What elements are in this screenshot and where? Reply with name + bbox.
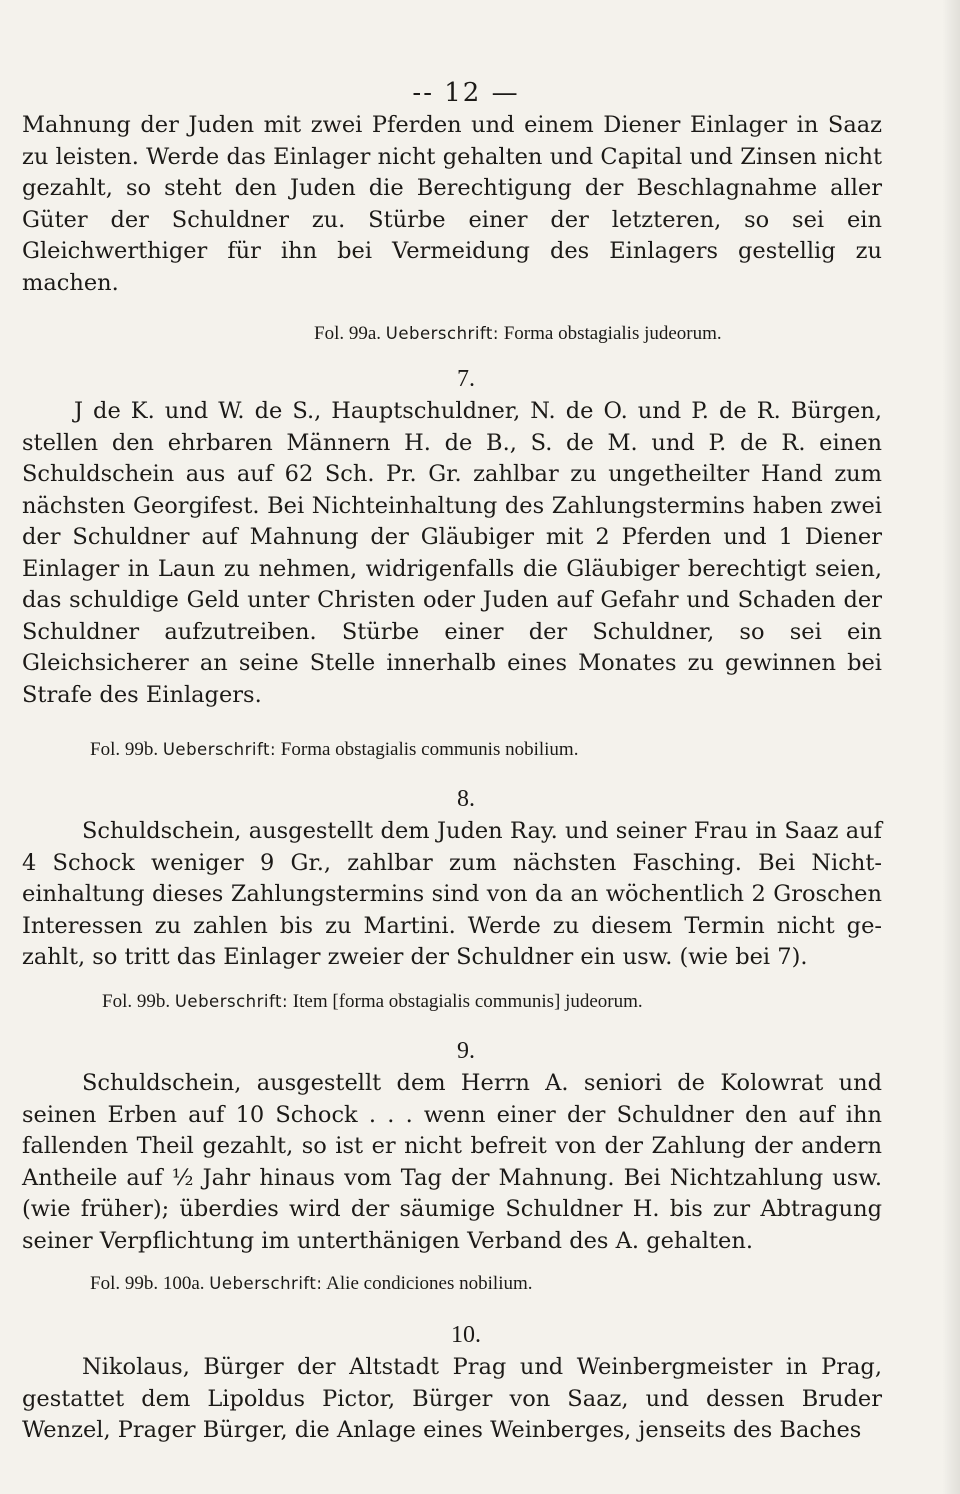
paragraph-7 (22, 396, 882, 711)
document-page (22, 0, 910, 1494)
folio-title: Forma obstagialis judeorum. (503, 323, 722, 344)
folio-ref: Fol. 99b. (90, 739, 159, 760)
folio-ref: Fol. 99b. 100a. (90, 1273, 205, 1294)
entry-number-9: 9. (457, 1038, 475, 1064)
folio-label: Ueberschrift: (385, 324, 499, 343)
page-number: -- 12 — (412, 78, 520, 108)
folio-title: Forma obstagialis communis nobilium. (280, 739, 579, 760)
page-edge-shadow (942, 0, 960, 1494)
folio-label: Ueberschrift: (174, 992, 289, 1011)
folio-note-6 (314, 322, 722, 346)
folio-label: Ueberschrift: (209, 1274, 323, 1293)
paragraph-text: J de K. und W. de S., Hauptschuldner, N. de O. und P. de R. Bürgen, stellen den ehrbaren Männern H. de B., S. de M. und P. de R. einen Schuldschein aus auf 62 Sch. Pr. Gr. zahlbar zu ungetheilter Hand zum nächsten Georgifest. Bei Nichteinhaltung des Zahlungstermins haben zwei der Schuldner auf Mahnung der Gläubiger mit 2 Pferden und 1 Diener Einlager in Laun zu nehmen, widrigenfalls die Gläubiger berechtigt seien, das schuldige Geld unter Christen oder Juden auf Gefahr und Schaden der Schuldner aufzutreiben. Stürbe einer der Schuldner, so sei ein Gleichsicherer an seine Stelle innerhalb eines Monates zu gewinnen bei Strafe des Einlagers. (22, 398, 882, 708)
folio-title: Alie condiciones nobilium. (326, 1273, 533, 1294)
paragraph-6-continuation (22, 110, 882, 299)
folio-ref: Fol. 99a. (314, 323, 382, 344)
paragraph-text: Schuldschein, ausgestellt dem Herrn A. seniori de Kolowrat und seinen Erben auf 10 Schock . . . wenn einer der Schuldner den auf ihn fallenden Theil gezahlt, so ist er nicht befreit von der Zahlung der andern Antheile auf ½ Jahr hinaus vom Tag der Mahnung. Bei Nichtzahlung usw. (wie früher); überdies wird der säumige Schuldner H. bis zur Abtragung seiner Verpflichtung im unterthänigen Verband des A. gehalten. (22, 1070, 882, 1254)
paragraph-text: Schuldschein, ausgestellt dem Juden Ray. und seiner Frau in Saaz auf 4 Schock weniger 9 Gr., zahlbar zum nächsten Fasching. Bei Nichteinhaltung dieses Zahlungstermins sind von da an wöchentlich 2 Groschen Interessen zu zahlen bis zu Martini. Werde zu diesem Termin nicht gezahlt, so tritt das Einlager zweier der Schuldner ein usw. (wie bei 7). (22, 818, 882, 970)
paragraph-text: Mahnung der Juden mit zwei Pferden und einem Diener Einlager in Saaz zu leisten. Werde das Einlager nicht gehalten und Capital und Zinsen nicht gezahlt, so steht den Juden die Berechtigung der Beschlagnahme aller Güter der Schuldner zu. Stürbe einer der letzteren, so sei ein Gleichwerthiger für ihn bei Vermeidung des Einlagers gestellig zu machen. (22, 112, 882, 296)
folio-note-7 (90, 738, 578, 762)
folio-title: Item [forma obstagialis communis] judeorum. (292, 991, 643, 1012)
paragraph-8 (22, 816, 882, 974)
entry-number-7: 7. (457, 366, 475, 392)
paragraph-10 (22, 1352, 882, 1447)
entry-number-10: 10. (451, 1322, 481, 1348)
paragraph-text: Nikolaus, Bürger der Altstadt Prag und Weinbergmeister in Prag, gestattet dem Lipoldus Pictor, Bürger von Saaz, und dessen Bruder Wenzel, Prager Bürger, die Anlage eines Weinberges, jenseits des Baches (22, 1354, 882, 1443)
folio-note-9 (90, 1272, 533, 1296)
folio-ref: Fol. 99b. (102, 991, 171, 1012)
paragraph-9 (22, 1068, 882, 1257)
folio-label: Ueberschrift: (162, 740, 277, 759)
entry-number-8: 8. (457, 786, 475, 812)
folio-note-8 (102, 990, 643, 1014)
